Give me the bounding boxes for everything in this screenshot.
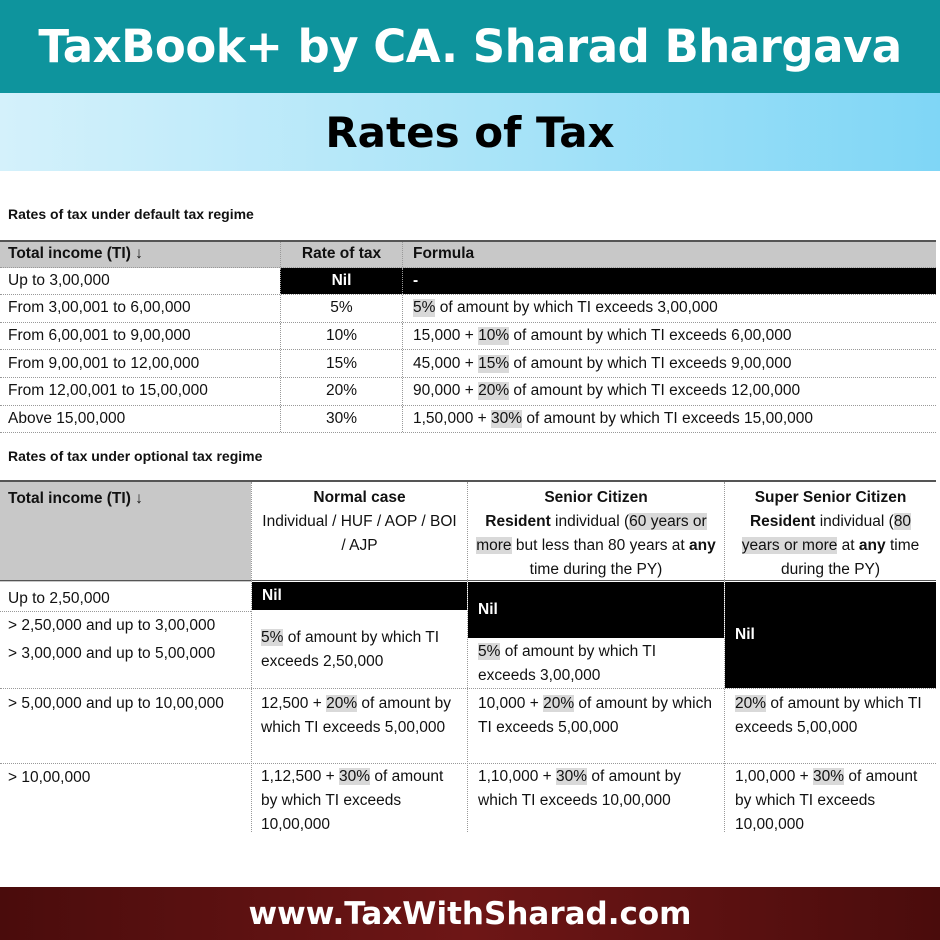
income-label: Up to 2,50,000 xyxy=(8,590,110,607)
page-subtitle: Rates of Tax xyxy=(325,107,615,157)
senior-rate-cell: 1,10,000 + 30% of amount by which TI exceeds 10,00,000 xyxy=(478,768,681,809)
income-cell: From 3,00,001 to 6,00,000 xyxy=(8,299,191,317)
rate-cell: 5% xyxy=(280,295,402,322)
divider xyxy=(0,611,251,612)
default-regime-table xyxy=(0,240,936,433)
senior-rate-cell: 10,000 + 20% of amount by which TI exceeds 5,00,000 xyxy=(478,695,712,736)
income-label: > 10,00,000 xyxy=(8,769,91,786)
page-title: TaxBook+ by CA. Sharad Bhargava xyxy=(38,20,902,73)
income-label: > 3,00,000 and up to 5,00,000 xyxy=(8,645,216,662)
table-header xyxy=(0,240,936,268)
normal-rate-cell: 5% of amount by which TI exceeds 2,50,000 xyxy=(261,629,440,670)
header-rate: Rate of tax xyxy=(280,242,402,267)
header-senior-citizen: Senior Citizen Resident individual (60 years or more but less than 80 years at any time during the PY) xyxy=(467,482,724,582)
footer-banner xyxy=(0,887,940,940)
super-senior-rate-cell: 1,00,000 + 30% of amount by which TI exceeds 10,00,000 xyxy=(735,768,918,833)
nil-cell-normal: Nil xyxy=(252,582,467,610)
rate-cell: 30% xyxy=(280,406,402,433)
divider xyxy=(0,580,936,581)
table-row xyxy=(0,378,936,406)
default-regime-title: Rates of tax under default tax regime xyxy=(8,206,254,222)
super-senior-rate-cell: 20% of amount by which TI exceeds 5,00,000 xyxy=(735,695,922,736)
divider xyxy=(0,688,936,689)
optional-regime-header xyxy=(0,480,936,582)
table-row xyxy=(0,350,936,378)
income-label: > 2,50,000 and up to 3,00,000 xyxy=(8,617,216,634)
rate-cell: 10% xyxy=(280,323,402,350)
header-income: Total income (TI) ↓ xyxy=(0,482,251,582)
formula-cell: 90,000 + 20% of amount by which TI exceeds 12,00,000 xyxy=(402,378,936,405)
nil-cell-senior: Nil xyxy=(468,582,724,638)
table-row xyxy=(0,268,936,296)
formula-cell: 15,000 + 10% of amount by which TI exceeds 6,00,000 xyxy=(402,323,936,350)
header-super-senior-citizen: Super Senior Citizen Resident individual (80 years or more at any time during the PY) xyxy=(724,482,936,582)
header-income: Total income (TI) ↓ xyxy=(8,245,143,263)
formula-cell: 45,000 + 15% of amount by which TI exceeds 9,00,000 xyxy=(402,350,936,377)
income-label: > 5,00,000 and up to 10,00,000 xyxy=(8,695,224,712)
website-url: www.TaxWithSharad.com xyxy=(248,895,692,932)
rate-cell: 20% xyxy=(280,378,402,405)
income-cell: From 9,00,001 to 12,00,000 xyxy=(8,354,200,372)
normal-rate-cell: 1,12,500 + 30% of amount by which TI exceeds 10,00,000 xyxy=(261,768,444,833)
income-cell: From 6,00,001 to 9,00,000 xyxy=(8,327,191,345)
normal-rate-cell: 12,500 + 20% of amount by which TI exceeds 5,00,000 xyxy=(261,695,452,736)
optional-regime-title: Rates of tax under optional tax regime xyxy=(8,448,263,464)
formula-cell: - xyxy=(402,268,936,295)
header-formula: Formula xyxy=(402,242,936,267)
nil-cell-super: Nil xyxy=(725,582,936,688)
senior-rate-cell: 5% of amount by which TI exceeds 3,00,000 xyxy=(478,643,657,684)
rate-cell: 15% xyxy=(280,350,402,377)
income-cell: From 12,00,001 to 15,00,000 xyxy=(8,382,208,400)
table-row xyxy=(0,323,936,351)
divider xyxy=(251,580,252,832)
income-cell: Above 15,00,000 xyxy=(8,409,126,427)
subtitle-banner xyxy=(0,93,940,171)
table-row xyxy=(0,406,936,434)
header-normal-case: Normal case Individual / HUF / AOP / BOI / AJP xyxy=(251,482,467,582)
income-cell: Up to 3,00,000 xyxy=(8,271,110,289)
title-banner xyxy=(0,0,940,93)
divider xyxy=(0,763,936,764)
formula-cell: 5% of amount by which TI exceeds 3,00,000 xyxy=(402,295,936,322)
formula-cell: 1,50,000 + 30% of amount by which TI exceeds 15,00,000 xyxy=(402,406,936,433)
rate-cell: Nil xyxy=(280,268,402,295)
table-row xyxy=(0,295,936,323)
